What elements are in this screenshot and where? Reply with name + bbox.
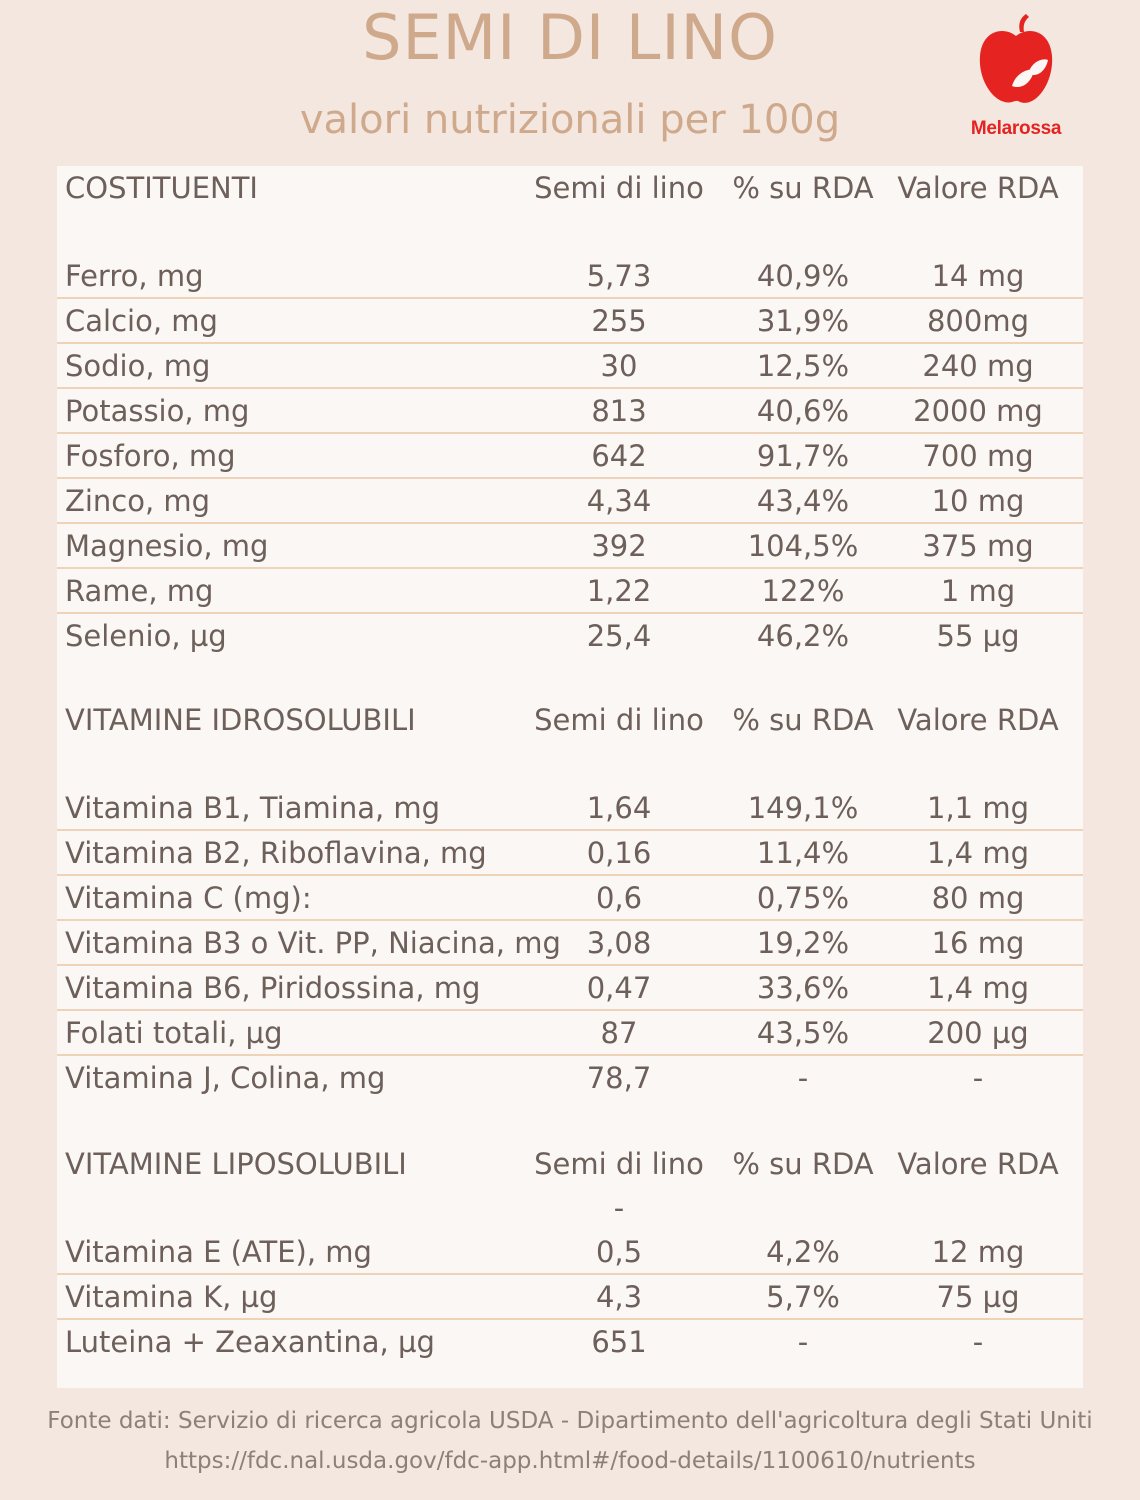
nutrient-rda: 375 mg: [922, 529, 1034, 563]
nutrient-rda: 2000 mg: [913, 394, 1043, 428]
nutrient-value: 1,22: [586, 574, 652, 608]
brand-name: Melarossa: [970, 118, 1062, 139]
page-subtitle: valori nutrizionali per 100g: [299, 97, 841, 143]
nutrient-name: Folati totali, µg: [65, 1016, 283, 1050]
header-col-rda: Valore RDA: [897, 171, 1059, 205]
nutrient-value: 3,08: [586, 926, 652, 960]
nutrient-name: Vitamina B1, Tiamina, mg: [65, 791, 441, 825]
table-row: [57, 876, 1083, 921]
nutrient-name: Vitamina B2, Riboflavina, mg: [65, 836, 487, 870]
nutrient-name: Vitamina C (mg):: [65, 881, 312, 915]
section-header: [57, 1142, 1083, 1186]
page-title: SEMI DI LINO: [362, 1, 778, 74]
nutrient-rda: -: [972, 1061, 984, 1095]
header-label: VITAMINE IDROSOLUBILI: [65, 703, 416, 737]
table-row: [57, 524, 1083, 569]
section-spacer: [57, 210, 1083, 254]
nutrient-rda: 700 mg: [922, 439, 1034, 473]
nutrient-rda: 1 mg: [940, 574, 1016, 608]
table-row: [57, 614, 1083, 657]
table-row: [57, 966, 1083, 1011]
nutrient-percent: 43,5%: [756, 1016, 850, 1050]
section-spacer: [57, 742, 1083, 786]
nutrient-value: 0,6: [595, 881, 643, 915]
nutrient-name: Magnesio, mg: [65, 529, 269, 563]
nutrient-name: Calcio, mg: [65, 304, 218, 338]
header-col-value: Semi di lino: [534, 171, 704, 205]
nutrient-percent: -: [797, 1061, 809, 1095]
table-row: [57, 389, 1083, 434]
nutrient-rda: 14 mg: [931, 259, 1025, 293]
nutrient-name: Sodio, mg: [65, 349, 211, 383]
nutrient-name: Potassio, mg: [65, 394, 250, 428]
nutrient-rda: 10 mg: [931, 484, 1025, 518]
table-row: [57, 1320, 1083, 1363]
nutrient-name: Vitamina B6, Piridossina, mg: [65, 971, 481, 1005]
header-col-rda: Valore RDA: [897, 703, 1059, 737]
nutrient-value: 5,73: [586, 259, 652, 293]
nutrient-value: 87: [600, 1016, 638, 1050]
header-col-value: Semi di lino: [534, 1147, 704, 1181]
nutrient-percent: 12,5%: [756, 349, 850, 383]
nutrient-value: 78,7: [586, 1061, 652, 1095]
source-url-link[interactable]: https://fdc.nal.usda.gov/fdc-app.html#/food-details/1100610/nutrients: [164, 1448, 976, 1474]
nutrient-value: 0,47: [586, 971, 652, 1005]
table-row: [57, 831, 1083, 876]
apple-icon: [976, 12, 1056, 112]
nutrient-name: Vitamina J, Colina, mg: [65, 1061, 386, 1095]
nutrient-name: Vitamina E (ATE), mg: [65, 1235, 372, 1269]
nutrient-value: 255: [591, 304, 647, 338]
header-col-percent: % su RDA: [732, 171, 874, 205]
nutrient-percent: 91,7%: [756, 439, 850, 473]
nutrient-name: Zinco, mg: [65, 484, 211, 518]
nutrient-name: Ferro, mg: [65, 259, 204, 293]
section-vitamine-liposolubili: [57, 1142, 1083, 1363]
section-vitamine-idrosolubili: [57, 698, 1083, 1099]
table-row: [57, 569, 1083, 614]
nutrient-value: 4,3: [595, 1280, 643, 1314]
nutrient-percent: 40,6%: [756, 394, 850, 428]
nutrient-percent: 11,4%: [756, 836, 850, 870]
header-col-value: Semi di lino: [534, 703, 704, 737]
nutrient-percent: 43,4%: [756, 484, 850, 518]
nutrient-name: Rame, mg: [65, 574, 214, 608]
nutrient-value: 642: [591, 439, 647, 473]
nutrient-value: 1,64: [586, 791, 652, 825]
nutrient-rda: 75 µg: [936, 1280, 1020, 1314]
table-row: [57, 1056, 1083, 1099]
nutrient-rda: 1,1 mg: [927, 791, 1029, 825]
nutrient-value: 25,4: [586, 619, 652, 653]
nutrient-name: Selenio, µg: [65, 619, 227, 653]
table-row: [57, 299, 1083, 344]
header-col-rda: Valore RDA: [897, 1147, 1059, 1181]
nutrient-rda: 80 mg: [931, 881, 1025, 915]
nutrient-percent: 31,9%: [756, 304, 850, 338]
nutrient-percent: 19,2%: [756, 926, 850, 960]
nutrient-value: 651: [591, 1325, 647, 1359]
nutrient-value: 0,16: [586, 836, 652, 870]
nutrient-percent: 5,7%: [766, 1280, 840, 1314]
section-header: [57, 698, 1083, 742]
brand-logo[interactable]: [958, 12, 1074, 144]
nutrient-percent: -: [797, 1325, 809, 1359]
table-row: [57, 1275, 1083, 1320]
nutrient-name: Vitamina K, µg: [65, 1280, 278, 1314]
nutrition-table: [57, 166, 1083, 1388]
nutrient-percent: 104,5%: [747, 529, 859, 563]
table-row: [57, 344, 1083, 389]
section-spacer: [57, 1186, 1083, 1230]
nutrient-value: 813: [591, 394, 647, 428]
nutrient-value: 4,34: [586, 484, 652, 518]
nutrient-rda: 240 mg: [922, 349, 1034, 383]
nutrient-percent: 46,2%: [756, 619, 850, 653]
table-row: [57, 1011, 1083, 1056]
nutrient-percent: 33,6%: [756, 971, 850, 1005]
nutrient-rda: 16 mg: [931, 926, 1025, 960]
nutrient-percent: 0,75%: [756, 881, 850, 915]
header-label: VITAMINE LIPOSOLUBILI: [65, 1147, 407, 1181]
nutrient-rda: 1,4 mg: [927, 836, 1029, 870]
header-col-percent: % su RDA: [732, 1147, 874, 1181]
nutrient-percent: 149,1%: [747, 791, 859, 825]
nutrient-percent: 40,9%: [756, 259, 850, 293]
nutrient-rda: 1,4 mg: [927, 971, 1029, 1005]
nutrient-percent: 122%: [761, 574, 845, 608]
nutrient-name: Fosforo, mg: [65, 439, 236, 473]
table-row: [57, 434, 1083, 479]
table-row: [57, 1230, 1083, 1275]
header-label: COSTITUENTI: [65, 171, 258, 205]
header-col-percent: % su RDA: [732, 703, 874, 737]
table-row: [57, 786, 1083, 831]
section-header: [57, 166, 1083, 210]
nutrient-rda: 55 µg: [936, 619, 1020, 653]
nutrient-name: Vitamina B3 o Vit. PP, Niacina, mg: [65, 926, 561, 960]
nutrient-rda: -: [972, 1325, 984, 1359]
nutrient-name: Luteina + Zeaxantina, µg: [65, 1325, 435, 1359]
nutrient-rda: 200 µg: [927, 1016, 1029, 1050]
spacer-mark: -: [613, 1191, 625, 1225]
nutrient-value: 392: [591, 529, 647, 563]
nutrient-percent: 4,2%: [766, 1235, 840, 1269]
nutrient-rda: 12 mg: [931, 1235, 1025, 1269]
nutrient-value: 30: [600, 349, 638, 383]
table-row: [57, 921, 1083, 966]
nutrient-rda: 800mg: [926, 304, 1029, 338]
source-note: Fonte dati: Servizio di ricerca agricola USDA - Dipartimento dell'agricoltura degli Stati Uniti: [47, 1408, 1093, 1434]
section-costituenti: [57, 166, 1083, 657]
table-row: [57, 479, 1083, 524]
table-row: [57, 254, 1083, 299]
nutrient-value: 0,5: [595, 1235, 643, 1269]
